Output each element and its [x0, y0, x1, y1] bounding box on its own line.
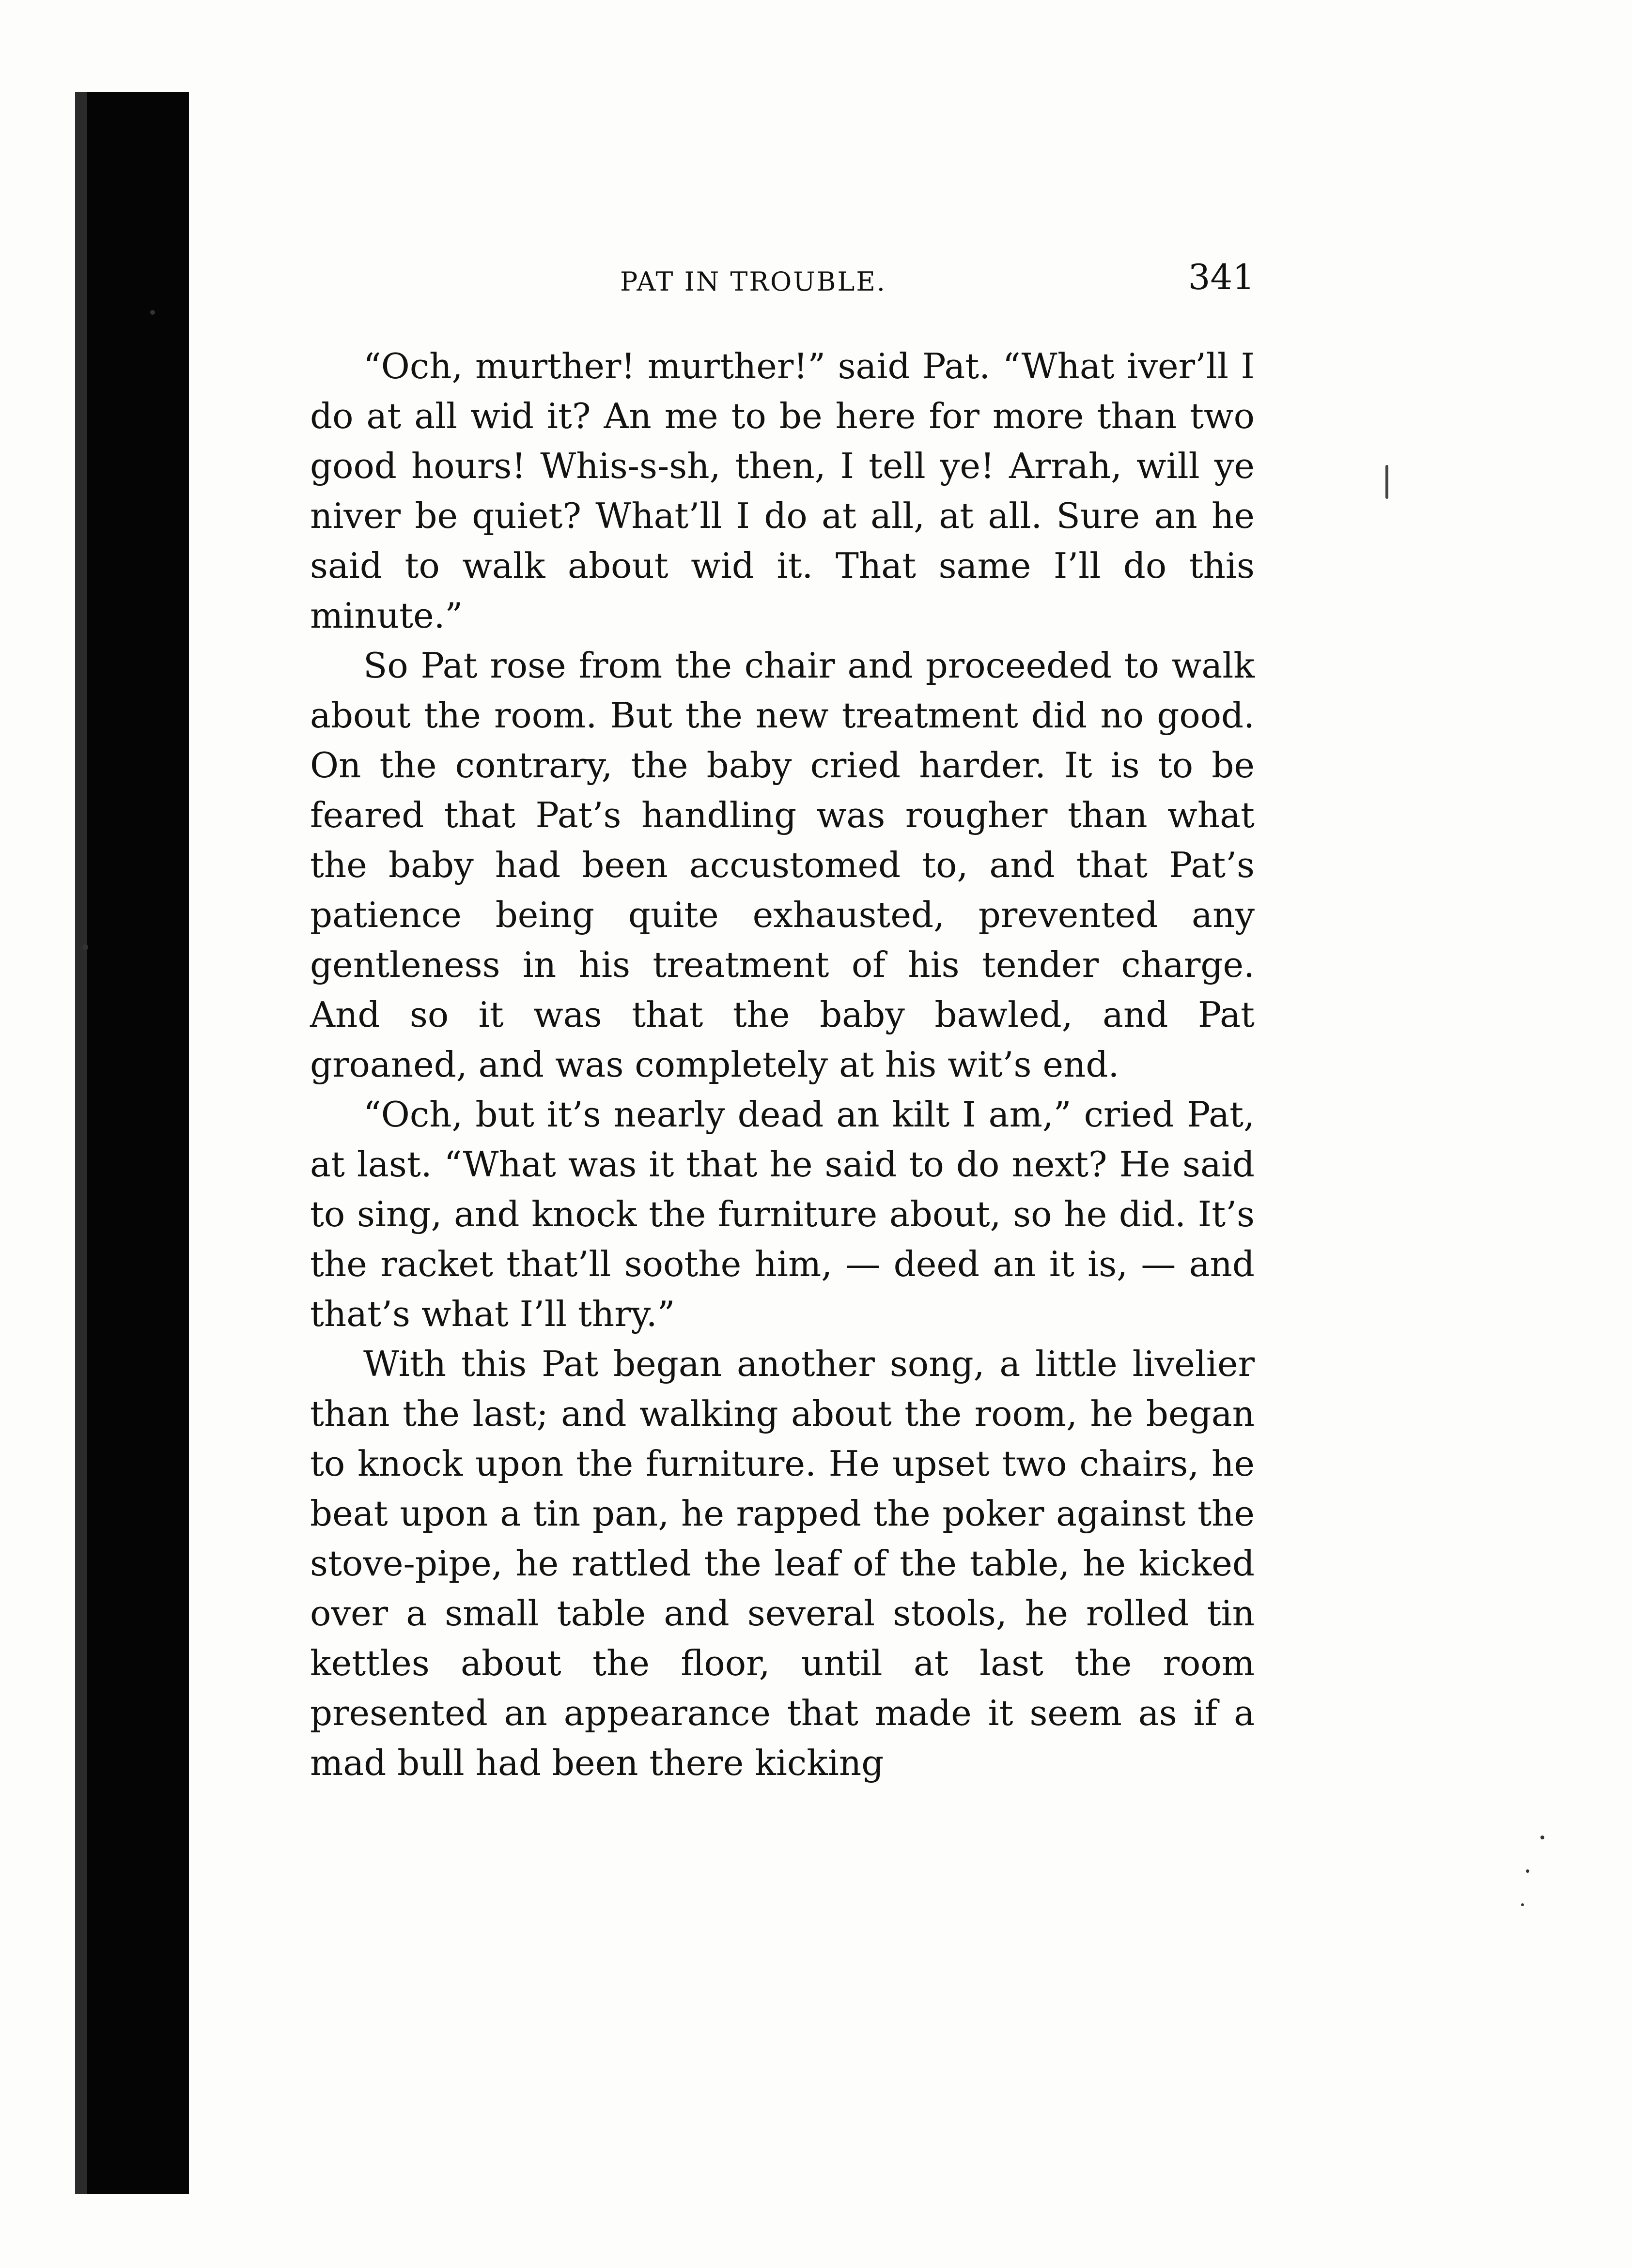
running-head	[310, 257, 1255, 310]
paper-speck	[82, 944, 88, 950]
paragraph: With this Pat began another song, a little livelier than the last; and walking about the room, he began to knock upon the furniture. He upset two chairs, he beat upon a tin pan, he rapped the poker against the stove-pipe, he rattled the leaf of the table, he kicked over a small table and several stools, he rolled tin kettles about the floor, until at last the room presented an appearance that made it seem as if a mad bull had been there kicking	[310, 1343, 1255, 1783]
paper-speck	[1521, 1903, 1524, 1906]
paper-speck	[1540, 1836, 1544, 1839]
body-text	[310, 341, 1255, 1788]
binding-shadow	[87, 92, 189, 2194]
paragraph: So Pat rose from the chair and proceeded to walk about the room. But the new treatment did no good. On the contrary, the baby cried harder. It is to be feared that Pat’s handling was rougher than what the baby had been accustomed to, and that Pat’s patience being quite exhausted, prevented any gentleness in his treatment of his tender charge. And so it was that the baby bawled, and Pat groaned, and was completely at his wit’s end.	[310, 645, 1255, 1085]
paper-speck	[150, 310, 155, 315]
paragraph: “Och, murther! murther!” said Pat. “What iver’ll I do at all wid it? An me to be here for more than two good hours! Whis-s-sh, then, I tell ye! Arrah, will ye niver be quiet? What’ll I do at all, at all. Sure an he said to walk about wid it. That same I’ll do this minute.”	[310, 346, 1255, 636]
paper-speck	[1385, 465, 1388, 499]
running-title: PAT IN TROUBLE.	[620, 266, 886, 297]
paper-speck	[1526, 1869, 1529, 1873]
page-number: 341	[1188, 257, 1255, 297]
paragraph: “Och, but it’s nearly dead an kilt I am,” cried Pat, at last. “What was it that he said to do next? He said to sing, and knock the furniture about, so he did. It’s the racket that’ll soothe him, — deed an it is, — and that’s what I’ll thry.”	[310, 1094, 1255, 1334]
